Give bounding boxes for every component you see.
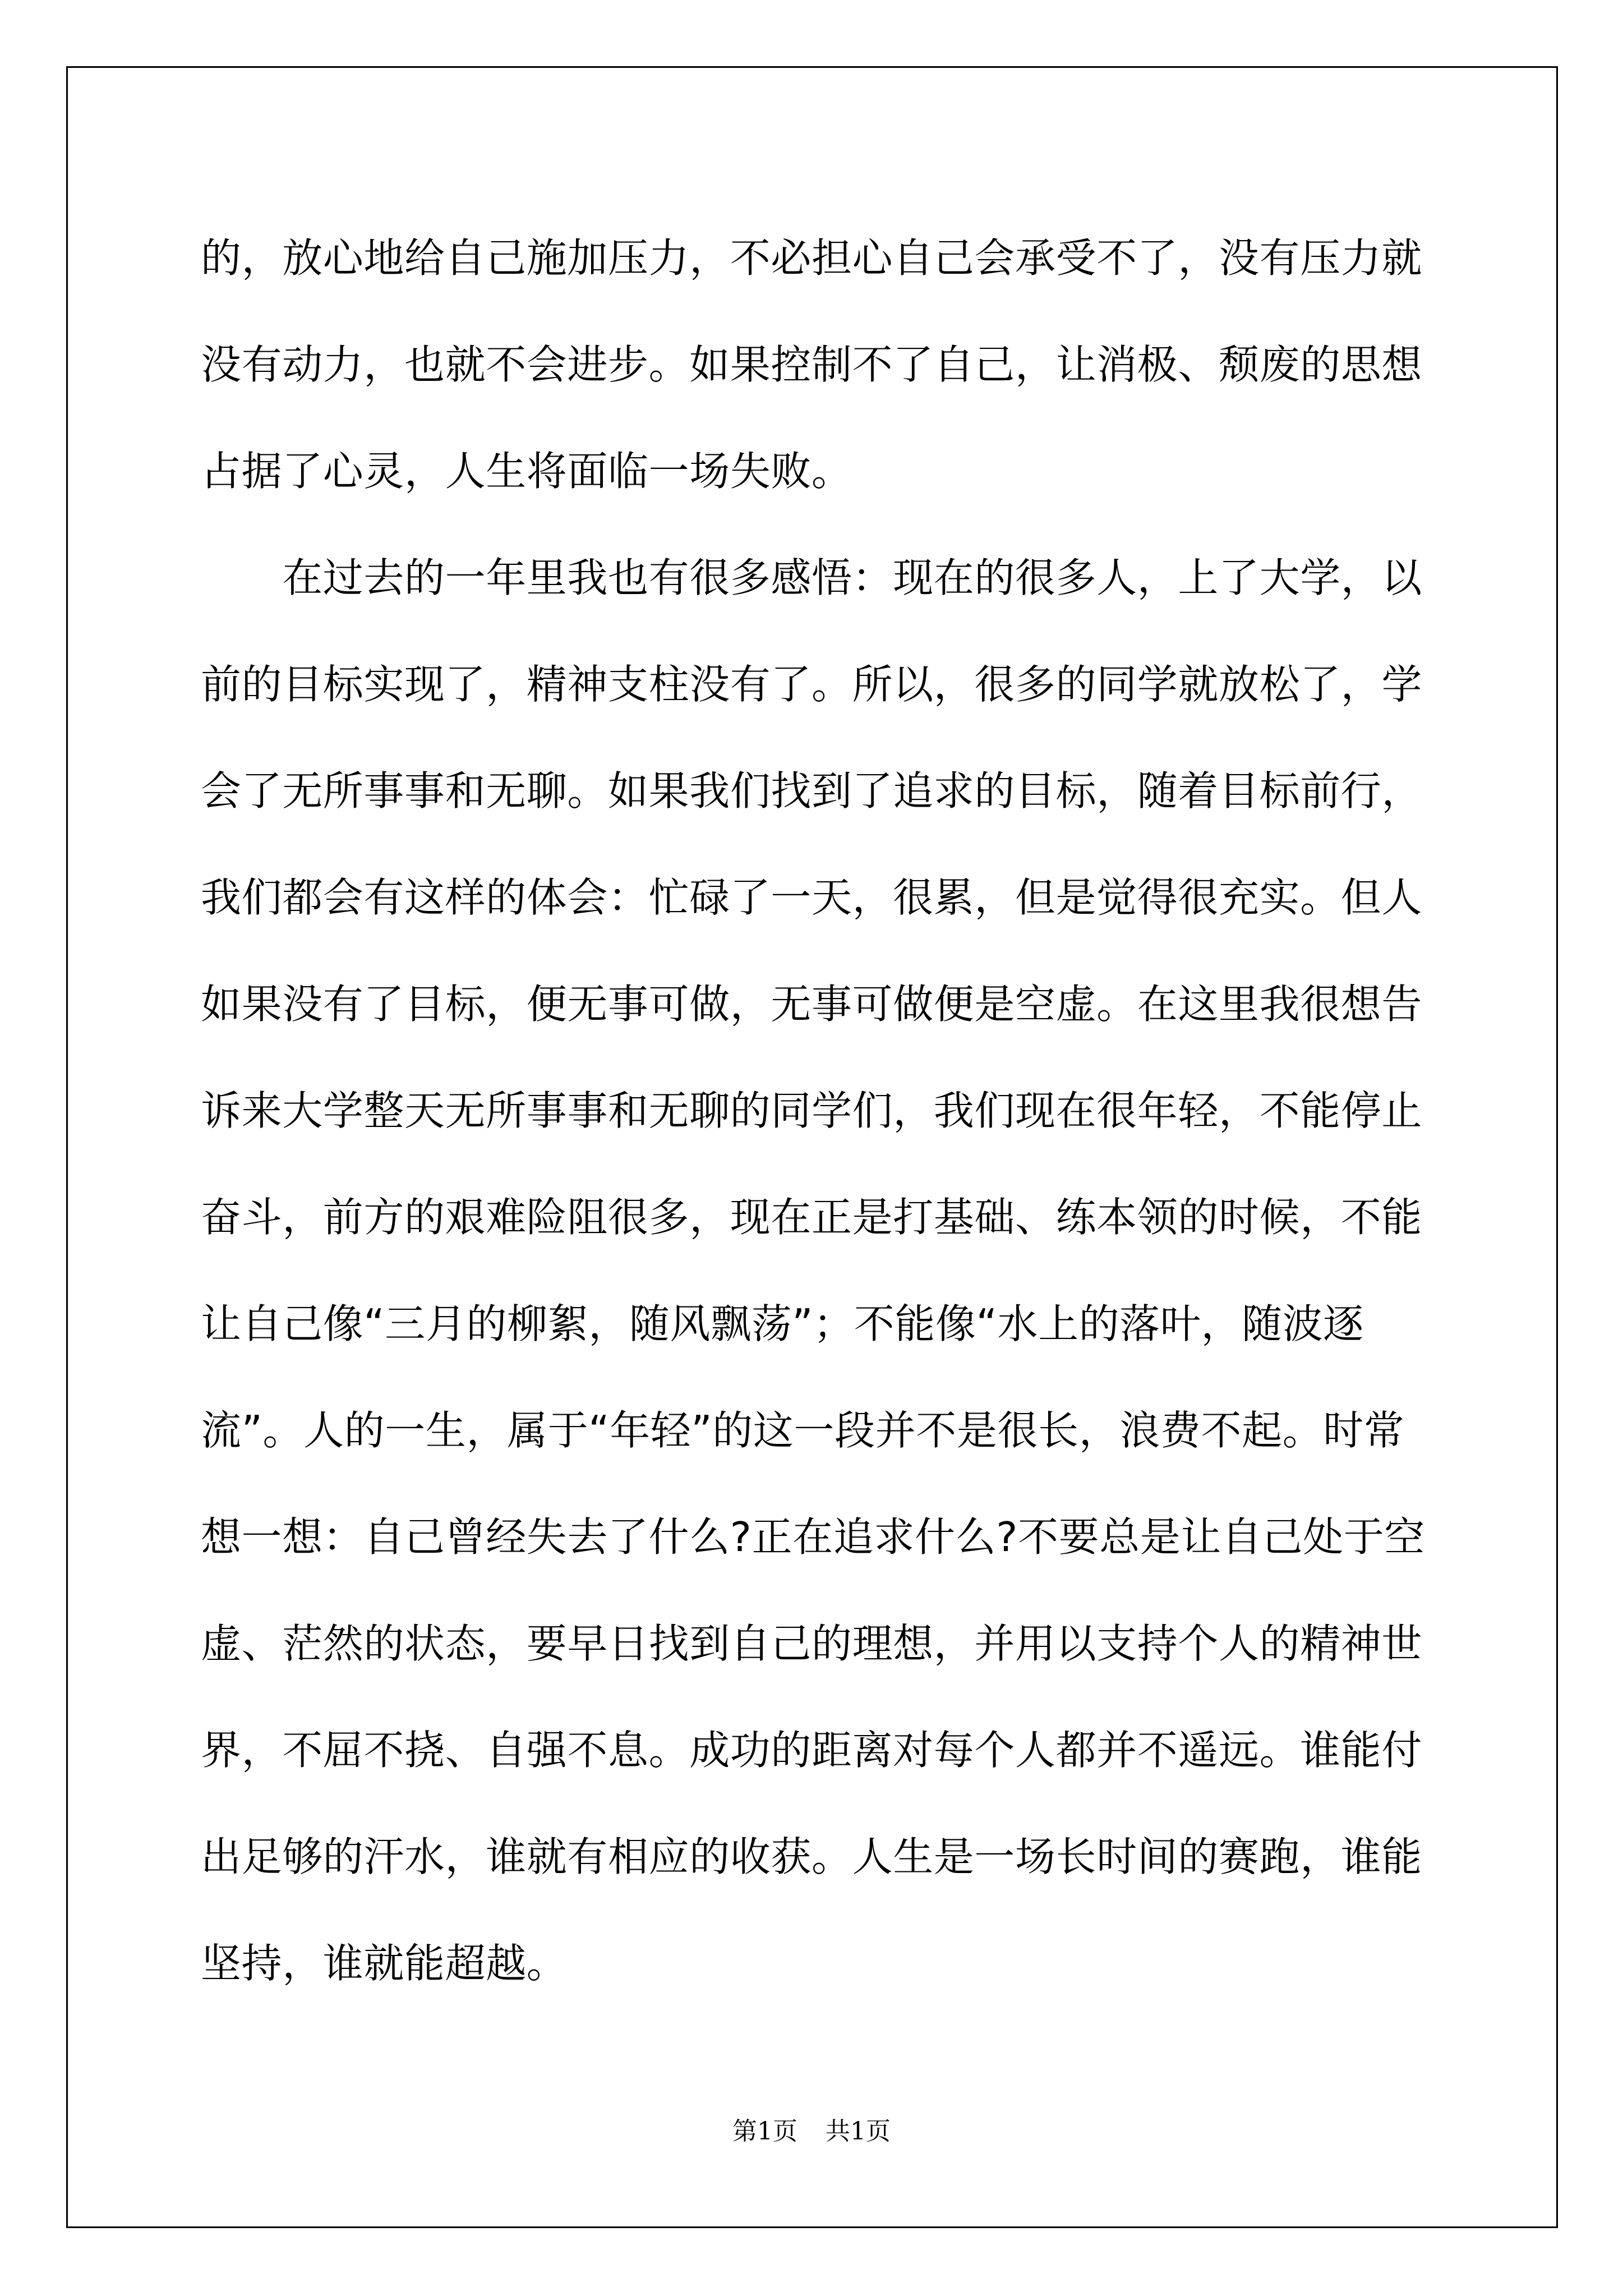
text-line: 让自己像“三月的柳絮，随风飘荡”；不能像“水上的落叶，随波逐: [201, 1300, 1364, 1347]
paragraph: [201, 205, 1423, 524]
text-line: 占据了心灵，人生将面临一场失败。: [201, 448, 852, 495]
text-line: 想一想：自己曾经失去了什么?正在追求什么?不要总是让自己处于空: [201, 1513, 1426, 1561]
text-line: 前的目标实现了，精神支柱没有了。所以，很多的同学就放松了，学: [201, 661, 1423, 708]
text-line: 出足够的汗水，谁就有相应的收获。人生是一场长时间的赛跑，谁能: [201, 1833, 1423, 1880]
page-number-total: 共1页: [826, 2117, 891, 2146]
paragraph: [201, 524, 1426, 2017]
text-line: 我们都会有这样的体会：忙碌了一天，很累，但是觉得很充实。但人: [201, 874, 1423, 921]
text-line: 会了无所事事和无聊。如果我们找到了追求的目标，随着目标前行，: [201, 767, 1423, 815]
text-line: 的，放心地给自己施加压力，不必担心自己会承受不了，没有压力就: [201, 234, 1423, 282]
text-line: 虚、茫然的状态，要早日找到自己的理想，并用以支持个人的精神世: [201, 1620, 1423, 1667]
page-footer: [0, 2115, 1623, 2148]
text-line: 流”。人的一生，属于“年轻”的这一段并不是很长，浪费不起。时常: [201, 1407, 1405, 1454]
text-line: 奋斗，前方的艰难险阻很多，现在正是打基础、练本领的时候，不能: [201, 1194, 1423, 1241]
text-line: 诉来大学整天无所事事和无聊的同学们，我们现在很年轻，不能停止: [201, 1087, 1423, 1134]
document-body: [201, 205, 1426, 2017]
text-line: 界，不屈不挠、自强不息。成功的距离对每个人都并不遥远。谁能付: [201, 1727, 1423, 1774]
page-number-current: 第1页: [732, 2117, 797, 2146]
text-line: 如果没有了目标，便无事可做，无事可做便是空虚。在这里我很想告: [201, 981, 1423, 1028]
text-line: 在过去的一年里我也有很多感悟：现在的很多人，上了大学，以: [201, 554, 1423, 601]
text-line: 没有动力，也就不会进步。如果控制不了自己，让消极、颓废的思想: [201, 341, 1423, 388]
text-line: 坚持，谁就能超越。: [201, 1940, 568, 1987]
